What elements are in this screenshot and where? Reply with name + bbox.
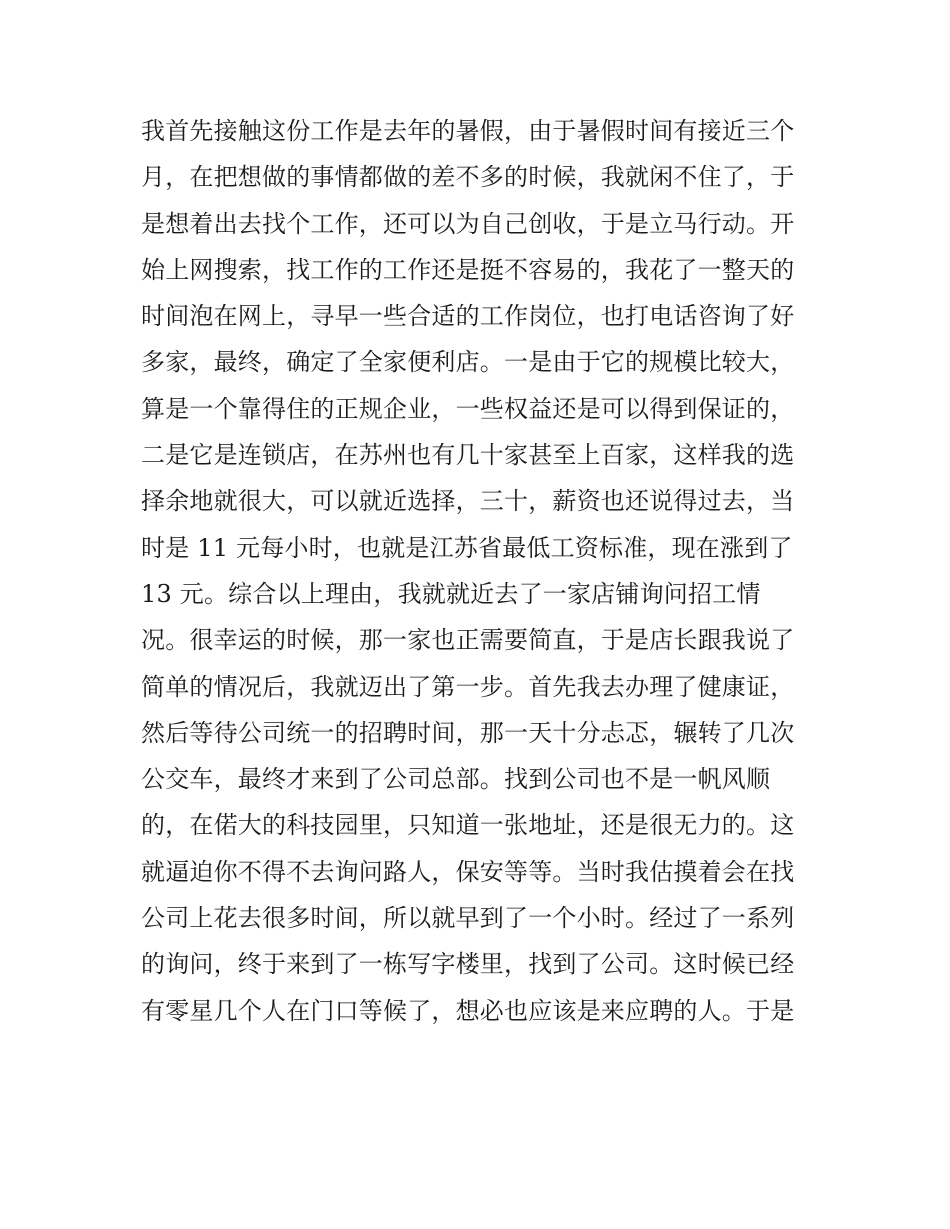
text-line: 简单的情况后，我就迈出了第一步。首先我去办理了健康证， xyxy=(141,672,795,701)
text-line: 我首先接触这份工作是去年的暑假，由于暑假时间有接近三个 xyxy=(141,117,795,145)
text-line: 的询问，终于来到了一栋写字楼里，找到了公司。这时候已经 xyxy=(141,950,795,979)
text-line: 况。很幸运的时候，那一家也正需要简直，于是店长跟我说了 xyxy=(141,626,795,655)
text-line: 就逼迫你不得不去询问路人，保安等等。当时我估摸着会在找 xyxy=(141,857,795,886)
text-line: 是想着出去找个工作，还可以为自己创收，于是立马行动。开 xyxy=(141,209,795,238)
text-line: 公司上花去很多时间，所以就早到了一个小时。经过了一系列 xyxy=(141,904,795,933)
text-line: 公交车，最终才来到了公司总部。找到公司也不是一帆风顺 xyxy=(141,765,771,794)
text-line: 始上网搜索，找工作的工作还是挺不容易的，我花了一整天的 xyxy=(141,255,795,284)
text-line: 多家，最终，确定了全家便利店。一是由于它的规模比较大， xyxy=(141,348,795,377)
text-line: 有零星几个人在门口等候了，想必也应该是来应聘的人。于是 xyxy=(141,996,795,1025)
body-text xyxy=(141,108,821,1034)
text-line: 的，在偌大的科技园里，只知道一张地址，还是很无力的。这 xyxy=(141,811,795,840)
text-line: 二是它是连锁店，在苏州也有几十家甚至上百家，这样我的选 xyxy=(141,441,795,470)
text-line: 时是 11 元每小时，也就是江苏省最低工资标准，现在涨到了 xyxy=(141,533,793,562)
text-line: 月，在把想做的事情都做的差不多的时候，我就闲不住了，于 xyxy=(141,163,795,192)
text-line: 择余地就很大，可以就近选择，三十，薪资也还说得过去，当 xyxy=(141,487,795,516)
text-line: 时间泡在网上，寻早一些合适的工作岗位，也打电话咨询了好 xyxy=(141,302,795,331)
text-line: 13 元。综合以上理由，我就就近去了一家店铺询问招工情 xyxy=(141,579,761,608)
text-line: 然后等待公司统一的招聘时间，那一天十分忐忑，辗转了几次 xyxy=(141,718,795,747)
text-line: 算是一个靠得住的正规企业，一些权益还是可以得到保证的， xyxy=(141,394,795,423)
